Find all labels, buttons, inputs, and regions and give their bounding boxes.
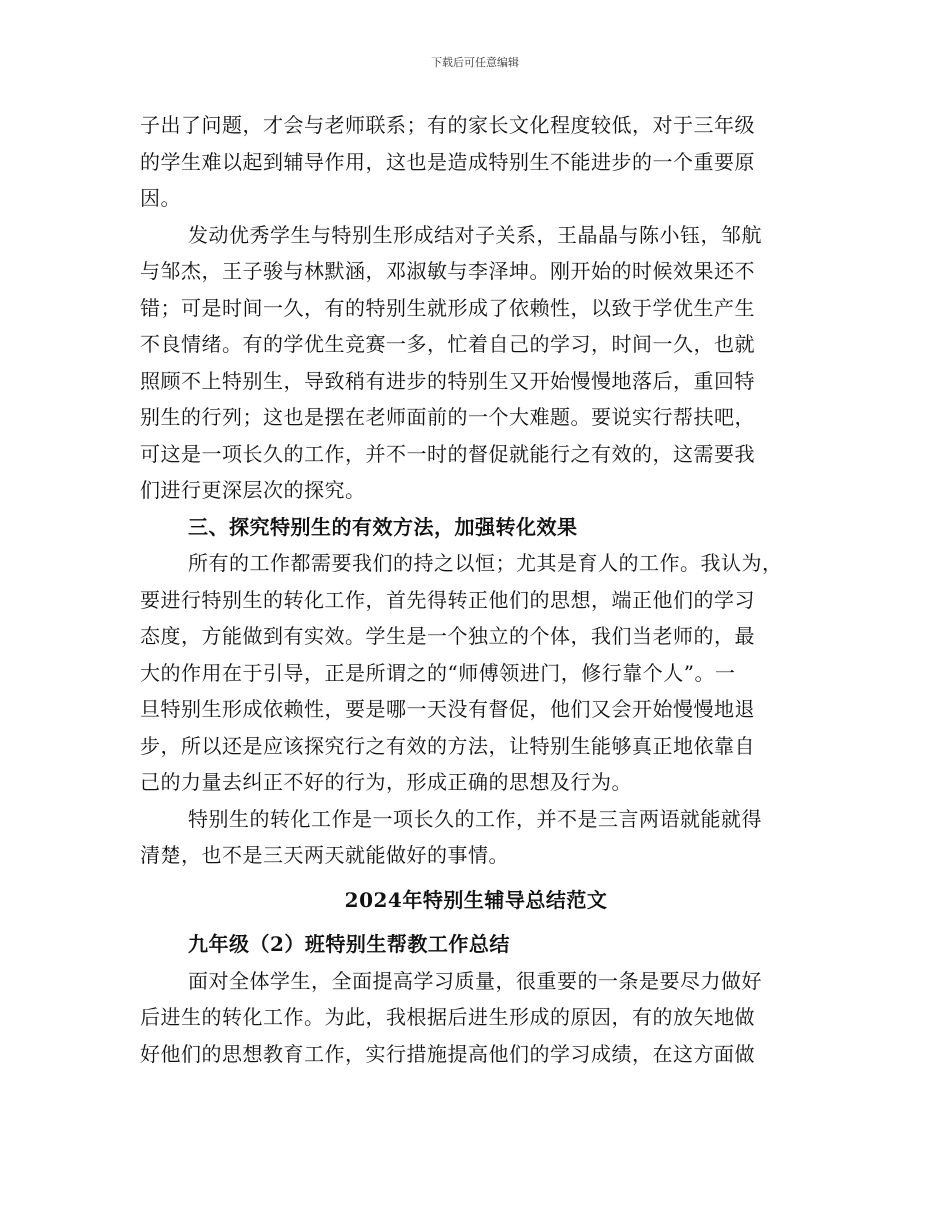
text-line: 态度，方能做到有实效。学生是一个独立的个体，我们当老师的，最 [140, 624, 755, 648]
paragraph [140, 107, 812, 217]
text-line: 照顾不上特别生，导致稍有进步的特别生又开始慢慢地落后，重回特 [140, 368, 755, 393]
text-line: 后进生的转化工作。为此，我根据后进生形成的原因，有的放矢地做 [140, 1005, 755, 1029]
section-heading: 三、探究特别生的有效方法，加强转化效果 [188, 514, 578, 539]
text-line: 不良情绪。有的学优生竞赛一多，忙着自己的学习，时间一久，也就 [140, 332, 755, 356]
text-line: 旦特别生形成依赖性，要是哪一天没有督促，他们又会开始慢慢地退 [140, 697, 755, 721]
text-line: 面对全体学生，全面提高学习质量，很重要的一条是要尽力做好 [188, 968, 762, 993]
paragraph [140, 801, 812, 874]
text-line: 因。 [140, 186, 181, 210]
text-line: 大的作用在于引导，正是所谓之的“师傅领进门，修行靠个人”。一 [140, 660, 736, 685]
text-line: 要进行特别生的转化工作，首先得转正他们的思想，端正他们的学习 [140, 587, 755, 612]
text-line: 别生的行列；这也是摆在老师面前的一个大难题。要说实行帮扶吧， [140, 405, 755, 429]
text-line: 己的力量去纠正不好的行为，形成正确的思想及行为。 [140, 770, 632, 794]
text-line: 好他们的思想教育工作，实行措施提高他们的学习成绩，在这方面做 [140, 1041, 755, 1066]
header-note: 下载后可任意编辑 [431, 56, 519, 69]
document-body [140, 107, 812, 1072]
paragraph [140, 545, 812, 801]
text-line: 的学生难以起到辅导作用，这也是造成特别生不能进步的一个重要原 [140, 149, 755, 174]
text-line: 错；可是时间一久，有的特别生就形成了依赖性，以致于学优生产生 [140, 295, 755, 320]
text-line: 们进行更深层次的探究。 [140, 478, 366, 502]
text-line: 可这是一项长久的工作，并不一时的督促就能行之有效的，这需要我 [140, 441, 755, 466]
text-line: 特别生的转化工作是一项长久的工作，并不是三言两语就能就得 [188, 806, 762, 831]
text-line: 所有的工作都需要我们的持之以恒；尤其是育人的工作。我认为， [188, 551, 783, 575]
text-line: 子出了问题，才会与老师联系；有的家长文化程度较低，对于三年级 [140, 113, 755, 137]
paragraph [140, 217, 812, 509]
paragraph [140, 963, 812, 1073]
document-title: 2024年特别生辅导总结范文 [344, 887, 608, 912]
text-line: 与邹杰，王子骏与林默涵，邓淑敏与李泽坤。刚开始的时候效果还不 [140, 259, 755, 283]
section-heading: 九年级（2）班特别生帮教工作总结 [188, 932, 510, 956]
text-line: 清楚，也不是三天两天就能做好的事情。 [140, 843, 509, 867]
text-line: 发动优秀学生与特别生形成结对子关系，王晶晶与陈小钰，邹航 [188, 222, 762, 247]
text-line: 步，所以还是应该探究行之有效的方法，让特别生能够真正地依靠自 [140, 733, 755, 758]
